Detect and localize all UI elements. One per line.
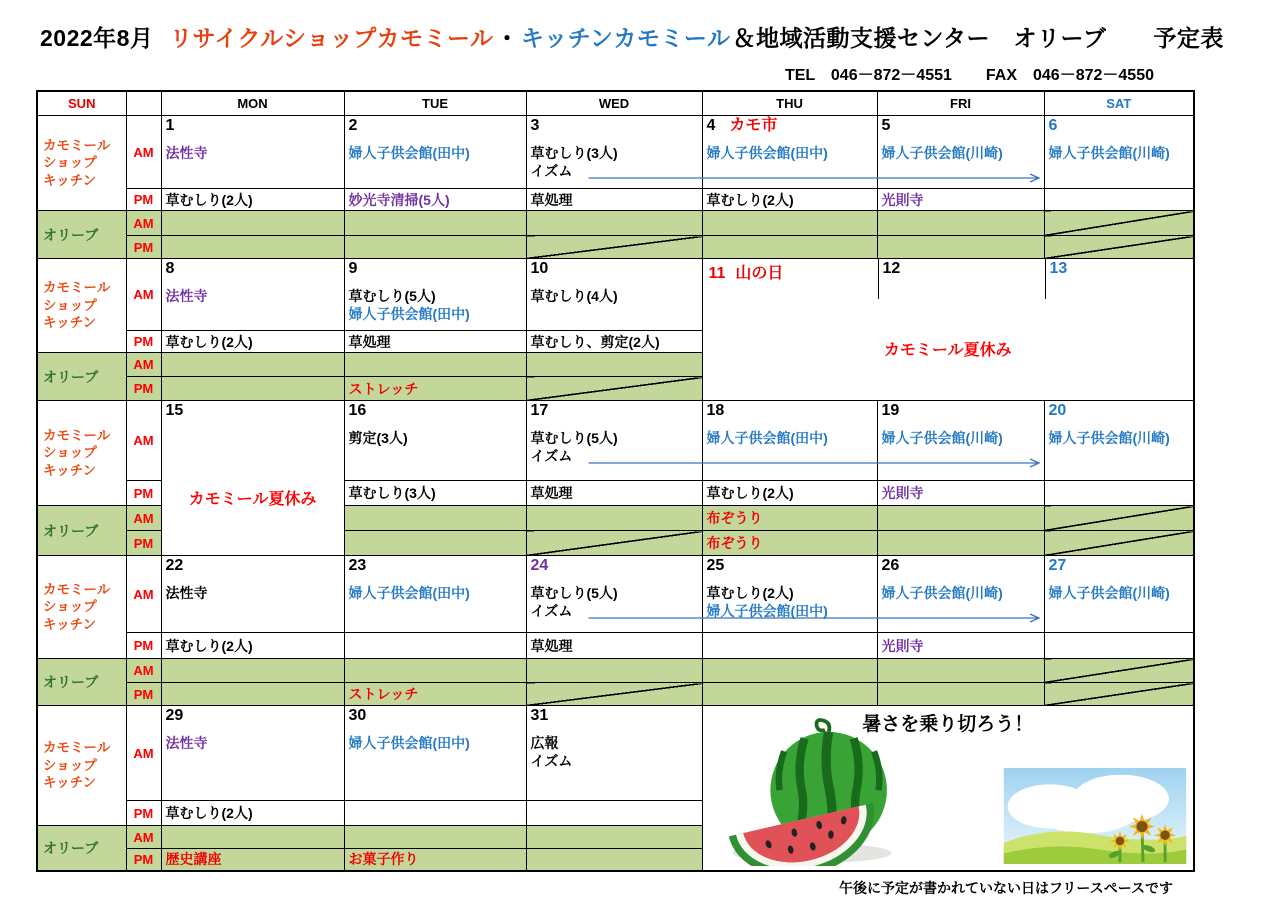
day-pm-cell — [161, 801, 344, 826]
olive-pm-cell — [344, 236, 526, 259]
entry-line: 婦人子供会館(田中) — [348, 585, 470, 601]
period-label-pm: PM — [126, 801, 161, 826]
olive-pm-cell — [344, 683, 526, 706]
entry-line: 草むしり(2人) — [165, 333, 253, 350]
olive-pm-cell — [702, 236, 877, 259]
facility-label-olive: オリーブ — [37, 506, 126, 556]
day-pm-cell — [344, 189, 526, 211]
olive-am-cell — [702, 506, 877, 531]
day-number: 5 — [881, 117, 891, 134]
day-number: 1 — [165, 117, 175, 134]
olive-pm-cell — [526, 531, 702, 556]
day-number: 31 — [530, 707, 549, 724]
day-cell — [344, 259, 526, 331]
olive-am-cell — [526, 211, 702, 236]
day-pm-cell — [344, 633, 526, 659]
olive-pm-cell — [702, 683, 877, 706]
period-label-am: AM — [126, 659, 161, 683]
entry-line: 草むしり(2人) — [165, 637, 253, 654]
olive-am-cell — [877, 659, 1044, 683]
entry-line: 草むしり(3人) — [530, 145, 618, 161]
title-kitchen: キッチンカモミール — [521, 25, 731, 51]
facility-label-kamomile: カモミール ショップ キッチン — [37, 706, 126, 826]
period-label-pm: PM — [126, 633, 161, 659]
day-pm-cell — [344, 481, 526, 506]
day-number: 6 — [1048, 117, 1058, 134]
day-number: 25 — [706, 557, 725, 574]
watermelon-icon — [717, 718, 907, 866]
entry-line: 婦人子供会館(田中) — [348, 306, 470, 322]
olive-pm-cell — [702, 531, 877, 556]
olive-pm-cell — [161, 236, 344, 259]
olive-am-cell — [344, 826, 526, 849]
entry-line: 婦人子供会館(川崎) — [1048, 145, 1170, 161]
day-pm-cell — [1044, 481, 1194, 506]
day-number: 3 — [530, 117, 540, 134]
day-number: 23 — [348, 557, 367, 574]
period-label-pm: PM — [126, 377, 161, 401]
olive-pm-cell — [344, 377, 526, 401]
period-label-am: AM — [126, 506, 161, 531]
title-separator: ・ — [495, 25, 520, 51]
olive-pm-row — [37, 683, 1194, 706]
facility-label-kamomile: カモミール ショップ キッチン — [37, 116, 126, 211]
day-number: 16 — [348, 402, 367, 419]
summer-break-note: カモミール夏休み — [883, 341, 1012, 359]
kamomile-am-row — [37, 116, 1194, 189]
beat-the-heat-title: 暑さを乗り切ろう！ — [862, 714, 1034, 735]
day-pm-cell — [344, 801, 526, 826]
period-label-pm: PM — [126, 236, 161, 259]
entry-line: 草むしり(2人) — [706, 485, 794, 501]
day-pm-cell — [526, 801, 702, 826]
day-cell — [161, 556, 344, 633]
entry-line: 草むしり(4人) — [530, 288, 618, 304]
day-header-row — [37, 91, 1194, 116]
merged-art-cell — [702, 706, 1194, 871]
olive-pm-cell — [1044, 531, 1194, 556]
day-number: 2 — [348, 117, 358, 134]
day-header-sun: SUN — [37, 91, 126, 116]
day-pm-cell — [702, 633, 877, 659]
day-pm-cell — [344, 331, 526, 353]
entry-line: 草処理 — [530, 637, 573, 654]
day-cell — [1044, 556, 1194, 633]
olive-am-cell — [1044, 506, 1194, 531]
entry-line: 草処理 — [530, 191, 573, 208]
day-cell — [877, 116, 1044, 189]
kamomile-am-row — [37, 556, 1194, 633]
day-cell — [344, 556, 526, 633]
merged-holiday-cell — [161, 401, 344, 556]
entry-line: 草むしり、剪定(2人) — [530, 333, 660, 350]
day-number: 20 — [1048, 402, 1067, 419]
day-header-wed: WED — [526, 91, 702, 116]
day-pm-cell — [526, 633, 702, 659]
day-header-mon: MON — [161, 91, 344, 116]
title-rest: ＆地域活動支援センター オリーブ 予定表 — [732, 25, 1224, 51]
day-header-blank — [126, 91, 161, 116]
olive-pm-cell — [526, 236, 702, 259]
day-cell — [161, 706, 344, 801]
day-header-thu: THU — [702, 91, 877, 116]
column-stub-line — [878, 259, 879, 299]
olive-pm-cell — [161, 683, 344, 706]
olive-am-cell — [161, 353, 344, 377]
olive-pm-cell — [526, 377, 702, 401]
day-cell — [161, 259, 344, 331]
day-number: 27 — [1048, 557, 1067, 574]
entry-line: 婦人子供会館(川崎) — [881, 585, 1003, 601]
olive-am-cell — [877, 506, 1044, 531]
olive-am-row — [37, 211, 1194, 236]
olive-pm-cell — [877, 531, 1044, 556]
kamomile-am-row — [37, 401, 1194, 481]
facility-label-olive: オリーブ — [37, 211, 126, 259]
entry-line: 草処理 — [348, 333, 391, 350]
olive-am-cell — [526, 826, 702, 849]
entry-line: イズム — [530, 603, 573, 619]
day-header-tue: TUE — [344, 91, 526, 116]
entry-line: 草処理 — [530, 485, 573, 501]
day-number: 10 — [530, 260, 549, 277]
day-header-sat: SAT — [1044, 91, 1194, 116]
fax-number: FAX 046－872－4550 — [985, 67, 1154, 84]
entry-line: 歴史講座 — [165, 851, 222, 868]
facility-label-kamomile: カモミール ショップ キッチン — [37, 556, 126, 659]
day-cell — [877, 556, 1044, 633]
entry-line: 法性寺 — [165, 585, 208, 601]
day-cell — [526, 116, 702, 189]
day-number: 15 — [165, 402, 184, 419]
entry-line: 剪定(3人) — [348, 430, 408, 446]
day-number: 12 — [882, 260, 901, 277]
day-cell — [877, 401, 1044, 481]
day-number: 26 — [881, 557, 900, 574]
day-cell — [344, 706, 526, 801]
entry-line: 婦人子供会館(川崎) — [1048, 430, 1170, 446]
entry-line: イズム — [530, 163, 573, 179]
merged-holiday-cell — [702, 259, 1194, 401]
entry-line: 婦人子供会館(田中) — [348, 735, 470, 751]
entry-line: 草むしり(3人) — [348, 485, 436, 501]
facility-label-olive: オリーブ — [37, 659, 126, 706]
title-shop: リサイクルショップカモミール — [169, 25, 494, 51]
olive-pm-cell — [161, 849, 344, 871]
entry-line: 草むしり(5人) — [348, 288, 436, 304]
day-number: 24 — [530, 557, 549, 574]
olive-am-cell — [526, 506, 702, 531]
day-pm-cell — [161, 189, 344, 211]
entry-line: ストレッチ — [348, 380, 419, 397]
day-number: 29 — [165, 707, 184, 724]
day-cell — [1044, 401, 1194, 481]
olive-am-cell — [344, 659, 526, 683]
entry-line: 妙光寺清掃(5人) — [348, 191, 450, 208]
day-pm-cell — [526, 189, 702, 211]
day-number: 30 — [348, 707, 367, 724]
day-number: 19 — [881, 402, 900, 419]
period-label-pm: PM — [126, 683, 161, 706]
facility-label-olive: オリーブ — [37, 826, 126, 871]
footer-note: 午後に予定が書かれていない日はフリースペースです — [838, 879, 1173, 896]
day-cell — [526, 706, 702, 801]
facility-label-kamomile: カモミール ショップ キッチン — [37, 259, 126, 353]
olive-pm-row — [37, 236, 1194, 259]
olive-pm-cell — [877, 683, 1044, 706]
entry-line: 婦人子供会館(田中) — [706, 145, 828, 161]
period-label-am: AM — [126, 556, 161, 633]
entry-line: 法性寺 — [165, 288, 208, 304]
period-label-am: AM — [126, 259, 161, 331]
olive-am-cell — [702, 211, 877, 236]
olive-am-cell — [877, 211, 1044, 236]
schedule-table-wrap — [36, 90, 1193, 872]
olive-am-cell — [1044, 211, 1194, 236]
day-cell — [1044, 116, 1194, 189]
entry-line: 草むしり(2人) — [706, 585, 794, 601]
day-pm-cell — [526, 481, 702, 506]
day-suffix-label: カモ市 — [729, 117, 778, 134]
day-cell — [526, 401, 702, 481]
period-label-am: AM — [126, 116, 161, 189]
period-label-pm: PM — [126, 849, 161, 871]
olive-am-cell — [526, 659, 702, 683]
kamomile-pm-row — [37, 633, 1194, 659]
entry-line: 草むしり(5人) — [530, 430, 618, 446]
day-pm-cell — [1044, 633, 1194, 659]
period-label-am: AM — [126, 401, 161, 481]
olive-am-cell — [344, 506, 526, 531]
tel-number: TEL 046－872－4551 — [784, 67, 952, 84]
sunflower-landscape-icon — [1003, 768, 1187, 864]
period-label-am: AM — [126, 211, 161, 236]
kamomile-pm-row — [37, 189, 1194, 211]
day-cell — [344, 401, 526, 481]
olive-pm-cell — [1044, 236, 1194, 259]
entry-line: 婦人子供会館(田中) — [706, 603, 828, 619]
olive-am-cell — [344, 211, 526, 236]
day-pm-cell — [161, 633, 344, 659]
period-label-am: AM — [126, 353, 161, 377]
olive-am-cell — [702, 659, 877, 683]
entry-line: 法性寺 — [165, 145, 208, 161]
period-label-pm: PM — [126, 531, 161, 556]
day-number: 17 — [530, 402, 549, 419]
day-number: 9 — [348, 260, 358, 277]
entry-line: 婦人子供会館(川崎) — [1048, 585, 1170, 601]
day-cell — [702, 401, 877, 481]
period-label-am: AM — [126, 706, 161, 801]
olive-am-row — [37, 659, 1194, 683]
column-stub-line — [1045, 259, 1046, 299]
entry-line: 草むしり(2人) — [165, 805, 253, 821]
period-label-am: AM — [126, 826, 161, 849]
olive-am-cell — [161, 826, 344, 849]
entry-line: 布ぞうり — [706, 510, 763, 526]
day-number: 13 — [1049, 260, 1068, 277]
day-pm-cell — [702, 189, 877, 211]
olive-pm-cell — [344, 849, 526, 871]
entry-line: ストレッチ — [348, 686, 419, 702]
day-pm-cell — [877, 481, 1044, 506]
day-cell — [702, 116, 877, 189]
day-cell — [526, 259, 702, 331]
olive-am-cell — [161, 659, 344, 683]
entry-line: 光則寺 — [881, 191, 924, 208]
olive-pm-cell — [1044, 683, 1194, 706]
entry-line: お菓子作り — [348, 851, 419, 868]
day-number: 18 — [706, 402, 725, 419]
contact-line — [0, 62, 1154, 85]
day-cell — [702, 556, 877, 633]
olive-am-cell — [344, 353, 526, 377]
entry-line: 婦人子供会館(田中) — [348, 145, 470, 161]
olive-am-cell — [526, 353, 702, 377]
day-pm-cell — [702, 481, 877, 506]
summer-break-note: カモミール夏休み — [188, 490, 317, 508]
entry-line: 広報 — [530, 735, 559, 751]
period-label-pm: PM — [126, 481, 161, 506]
day-pm-cell — [877, 633, 1044, 659]
entry-line: 婦人子供会館(田中) — [706, 430, 828, 446]
month-label: 2022年8月 — [40, 25, 154, 51]
day-header-fri: FRI — [877, 91, 1044, 116]
day-cell — [161, 116, 344, 189]
olive-pm-cell — [877, 236, 1044, 259]
facility-label-olive: オリーブ — [37, 353, 126, 401]
entry-line: 婦人子供会館(川崎) — [881, 145, 1003, 161]
entry-line: イズム — [530, 448, 573, 464]
day-cell — [526, 556, 702, 633]
entry-line: 光則寺 — [881, 637, 924, 654]
day-pm-cell — [161, 331, 344, 353]
olive-pm-cell — [526, 683, 702, 706]
entry-line: イズム — [530, 753, 573, 769]
day-pm-cell — [877, 189, 1044, 211]
entry-line: 光則寺 — [881, 485, 924, 501]
day-pm-cell — [1044, 189, 1194, 211]
day-number: 22 — [165, 557, 184, 574]
kamomile-am-row — [37, 259, 1194, 331]
schedule-table — [36, 90, 1195, 872]
page-title — [40, 20, 1280, 53]
day-number: 8 — [165, 260, 175, 277]
entry-line: 婦人子供会館(川崎) — [881, 430, 1003, 446]
day-number: 4 カモ市 — [706, 117, 778, 134]
period-label-pm: PM — [126, 331, 161, 353]
olive-pm-cell — [344, 531, 526, 556]
kamomile-am-row — [37, 706, 1194, 801]
period-label-pm: PM — [126, 189, 161, 211]
entry-line: 法性寺 — [165, 735, 208, 751]
entry-line: 草むしり(5人) — [530, 585, 618, 601]
olive-pm-cell — [161, 377, 344, 401]
olive-pm-cell — [526, 849, 702, 871]
entry-line: 草むしり(2人) — [165, 191, 253, 208]
entry-line: 布ぞうり — [706, 535, 763, 551]
day-pm-cell — [526, 331, 702, 353]
olive-am-cell — [1044, 659, 1194, 683]
day-cell — [344, 116, 526, 189]
facility-label-kamomile: カモミール ショップ キッチン — [37, 401, 126, 506]
entry-line: 草むしり(2人) — [706, 191, 794, 208]
olive-am-cell — [161, 211, 344, 236]
day-number: 11 山の日 — [708, 265, 784, 282]
